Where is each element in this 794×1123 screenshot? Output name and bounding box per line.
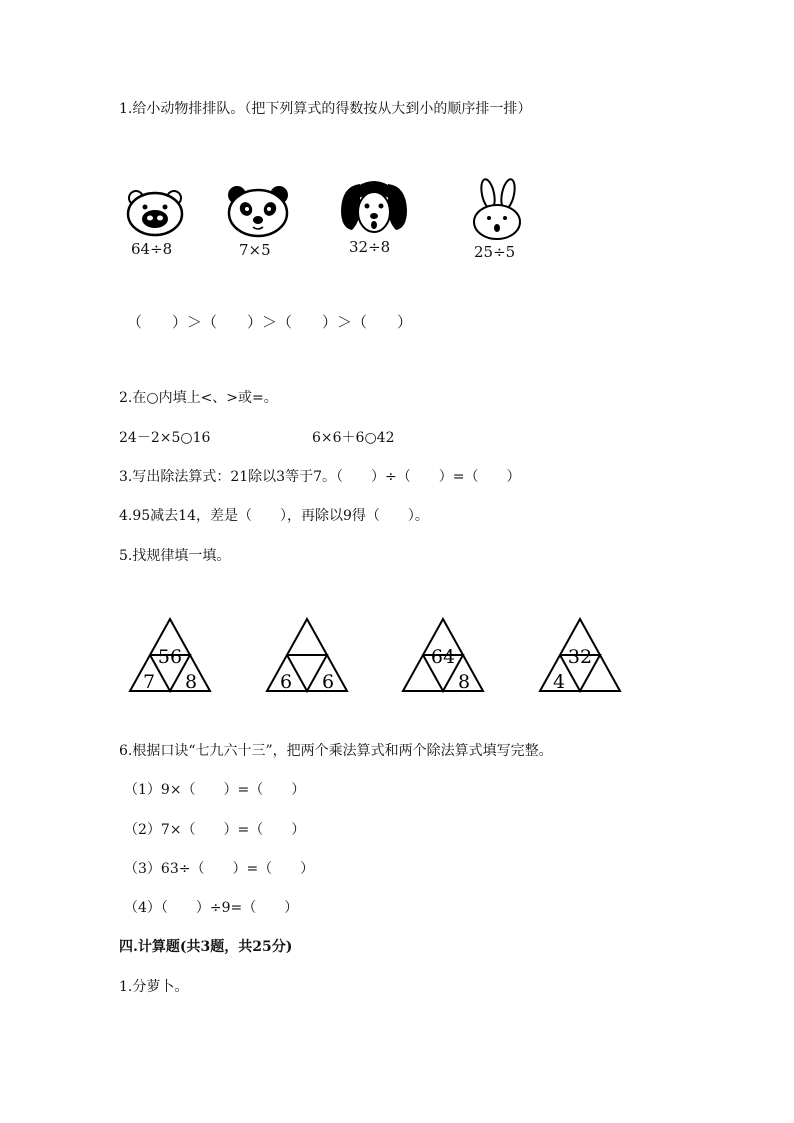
- section-4-q1: 1.分萝卜。: [119, 979, 189, 995]
- triangle-2-left: 6: [279, 671, 293, 693]
- panda-expression: 7×5: [239, 241, 271, 259]
- number-triangle-1: [128, 617, 212, 697]
- q2-title: 2.在○内填上<、>或=。: [119, 390, 278, 406]
- q2-right-comparison: 6×6＋6○42: [312, 430, 395, 446]
- triangle-2-right: 6: [321, 671, 335, 693]
- q6-item-4: （4）（ ）÷9=（ ）: [124, 900, 299, 916]
- q6-item-1: （1）9×（ ）=（ ）: [124, 782, 306, 798]
- rabbit-face-icon: [468, 178, 526, 242]
- q1-title: 1.给小动物排排队。（把下列算式的得数按从大到小的顺序排一排）: [119, 101, 532, 117]
- triangle-3-right: 8: [457, 671, 471, 693]
- q6-title: 6.根据口诀“七九六十三”，把两个乘法算式和两个除法算式填写完整。: [119, 743, 553, 759]
- q5-title: 5.找规律填一填。: [119, 548, 231, 564]
- triangle-3-top: 64: [430, 646, 456, 668]
- dog-face-icon: [338, 178, 410, 236]
- number-triangle-3: [401, 617, 485, 697]
- q2-left-comparison: 24－2×5○16: [119, 430, 211, 446]
- q3-text: 3.写出除法算式：21除以3等于7。（ ）÷（ ）=（ ）: [119, 469, 521, 485]
- number-triangle-4: [538, 617, 622, 697]
- q4-text: 4.95减去14，差是（ ），再除以9得（ ）。: [119, 508, 429, 524]
- panda-face-icon: [226, 184, 290, 238]
- triangle-4-top: 32: [567, 646, 593, 668]
- pig-expression: 64÷8: [131, 240, 173, 258]
- dog-expression: 32÷8: [349, 238, 391, 256]
- q1-order-line: （ ）＞（ ）＞（ ）＞（ ）: [127, 313, 413, 331]
- triangle-1-left: 7: [142, 671, 156, 693]
- pig-face-icon: [124, 188, 186, 238]
- number-triangle-2: [265, 617, 349, 697]
- triangle-1-top: 56: [157, 646, 183, 668]
- rabbit-expression: 25÷5: [474, 243, 516, 261]
- triangle-4-left: 4: [552, 671, 566, 693]
- triangle-1-right: 8: [184, 671, 198, 693]
- section-4-title: 四.计算题(共3题，共25分): [119, 939, 293, 955]
- q6-item-3: （3）63÷（ ）=（ ）: [124, 861, 315, 877]
- q6-item-2: （2）7×（ ）=（ ）: [124, 822, 306, 838]
